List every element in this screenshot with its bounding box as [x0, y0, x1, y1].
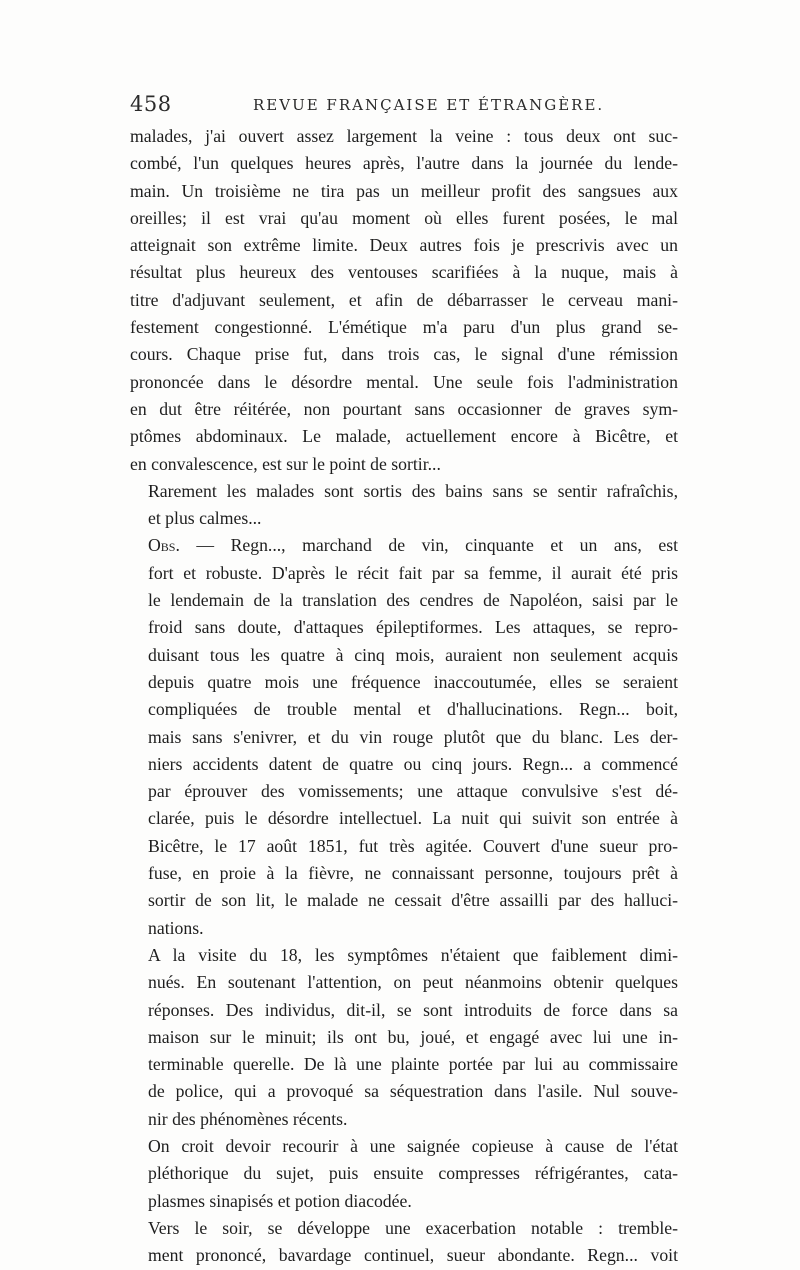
text-line: sortir de son lit, le malade ne cessait d'être assailli par des halluci-	[148, 890, 678, 911]
text-line: cours. Chaque prise fut, dans trois cas, le signal d'une rémission	[130, 344, 678, 365]
page-number: 458	[130, 92, 172, 116]
text-line: froid sans doute, d'attaques épileptiformes. Les attaques, se repro-	[148, 617, 678, 638]
text-line: mais sans s'enivrer, et du vin rouge plutôt que du blanc. Les der-	[148, 726, 678, 747]
text-line: combé, l'un quelques heures après, l'autre dans la journée du lende-	[130, 153, 678, 174]
text-line: A la visite du 18, les symptômes n'étaient que faiblement dimi-	[148, 944, 678, 965]
text-line: festement congestionné. L'émétique m'a paru d'un plus grand se-	[130, 317, 678, 338]
text-line: pléthorique du sujet, puis ensuite compresses réfrigérantes, cata-	[148, 1163, 678, 1184]
text-line: nir des phénomènes récents.	[148, 1108, 348, 1129]
text-line: clarée, puis le désordre intellectuel. La nuit qui suivit son entrée à	[148, 808, 678, 829]
text-line: fort et robuste. D'après le récit fait par sa femme, il aurait été pris	[148, 562, 678, 583]
paragraph-baths	[130, 478, 678, 533]
body-text	[130, 123, 678, 1269]
text-line: en dut être réitérée, non pourtant sans occasionner de graves sym-	[130, 398, 678, 419]
text-line: Bicêtre, le 17 août 1851, fut très agitée. Couvert d'une sueur pro-	[148, 835, 678, 856]
text-line: Vers le soir, se développe une exacerbation notable : tremble-	[148, 1217, 678, 1238]
text-line: fuse, en proie à la fièvre, ne connaissant personne, toujours prêt à	[148, 863, 678, 884]
text-line: ment prononcé, bavardage continuel, sueur abondante. Regn... voit	[148, 1245, 678, 1266]
text-line: titre d'adjuvant seulement, et afin de débarrasser le cerveau mani-	[130, 289, 678, 310]
text-line: On croit devoir recourir à une saignée copieuse à cause de l'état	[148, 1135, 678, 1156]
text-line: en convalescence, est sur le point de sortir...	[130, 453, 441, 474]
text-line: terminable querelle. De là une plainte portée par lui au commissaire	[148, 1054, 678, 1075]
text-line: Rarement les malades sont sortis des bains sans se sentir rafraîchis,	[148, 480, 678, 501]
running-head: REVUE FRANÇAISE ET ÉTRANGÈRE.	[253, 96, 605, 114]
page-header	[130, 92, 675, 120]
text-line: atteignait son extrême limite. Deux autres fois je prescrivis avec un	[130, 235, 678, 256]
text-line: et plus calmes...	[148, 508, 262, 529]
text-line: main. Un troisième ne tira pas un meilleur profit des sangsues aux	[130, 180, 678, 201]
text-line: par éprouver des vomissements; une attaque convulsive s'est dé-	[148, 781, 678, 802]
text-line: nations.	[148, 917, 204, 938]
paragraph-bleeding	[130, 1133, 678, 1215]
text-line: niers accidents datent de quatre ou cinq jours. Regn... a commencé	[148, 753, 678, 774]
observation-label: Obs.	[148, 535, 180, 556]
text-line: nués. En soutenant l'attention, on peut néanmoins obtenir quelques	[148, 972, 678, 993]
paragraph-visit	[130, 942, 678, 1133]
text-line: réponses. Des individus, dit-il, se sont introduits de force dans sa	[148, 999, 678, 1020]
text-line: malades, j'ai ouvert assez largement la veine : tous deux ont suc-	[130, 126, 678, 146]
paragraph-observation	[130, 532, 678, 941]
text-line: ptômes abdominaux. Le malade, actuellement encore à Bicêtre, et	[130, 426, 678, 447]
paragraph-treatment-results	[130, 123, 678, 478]
text-line: compliquées de trouble mental et d'hallucinations. Regn... boit,	[148, 699, 678, 720]
text-line: oreilles; il est vrai qu'au moment où elles furent posées, le mal	[130, 207, 678, 228]
text-line: plasmes sinapisés et potion diacodée.	[148, 1190, 412, 1211]
text-line: maison sur le minuit; ils ont bu, joué, et engagé avec lui une in-	[148, 1026, 678, 1047]
paragraph-evening	[130, 1215, 678, 1270]
text-line	[130, 532, 678, 559]
text-line-rest: — Regn..., marchand de vin, cinquante et un ans, est	[179, 535, 678, 556]
text-line: résultat plus heureux des ventouses scarifiées à la nuque, mais à	[130, 262, 678, 283]
text-line: de police, qui a provoqué sa séquestration dans l'asile. Nul souve-	[148, 1081, 678, 1102]
text-line: le lendemain de la translation des cendres de Napoléon, saisi par le	[148, 590, 678, 611]
text-line: duisant tous les quatre à cinq mois, auraient non seulement acquis	[148, 644, 678, 665]
text-line: depuis quatre mois une fréquence inaccoutumée, elles se seraient	[148, 671, 678, 692]
text-line: prononcée dans le désordre mental. Une seule fois l'administration	[130, 371, 678, 392]
